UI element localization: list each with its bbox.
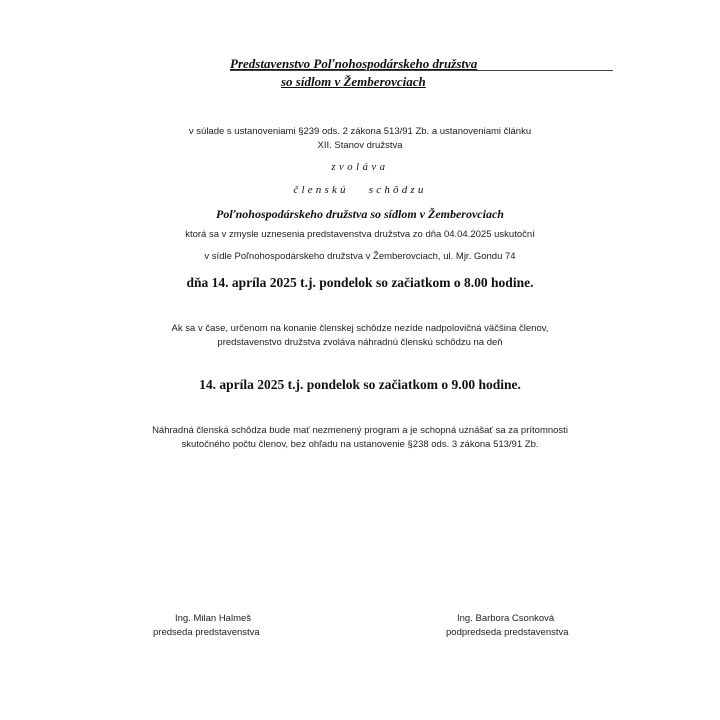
signature-role: podpredseda predstavenstva: [446, 627, 569, 638]
header-subtitle: so sídlom v Žemberovciach: [281, 74, 426, 89]
replacement-line-2: skutočného počtu členov, bez ohľadu na ustanovenie §238 ods. 3 zákona 513/91 Zb.: [181, 439, 539, 450]
signature-name: Ing. Milan Halmeš: [175, 613, 252, 624]
convenes-text: zvoláva: [331, 162, 389, 173]
signature-role: predseda predstavenstva: [153, 627, 260, 638]
header-rule: [230, 70, 613, 71]
intro-line-2: XII. Stanov družstva: [317, 140, 403, 151]
resolution-text: ktorá sa v zmysle uznesenia predstavenstva družstva zo dňa 04.04.2025 uskutoční: [185, 229, 535, 240]
meeting-title: [0, 184, 720, 196]
replacement-line-1: Náhradná členská schôdza bude mať nezmenený program a je schopná uznášať sa za prítomnosti: [152, 425, 568, 436]
cooperative-name: Poľnohospodárskeho družstva so sídlom v Žemberovciach: [216, 207, 504, 221]
main-date: dňa 14. apríla 2025 t.j. pondelok so začiatkom o 8.00 hodine.: [186, 275, 534, 290]
alternate-line-2: predstavenstvo družstva zvoláva náhradnú členskú schôdzu na deň: [217, 337, 503, 348]
meeting-word-1: členskú: [293, 184, 349, 196]
meeting-word-2: schôdzu: [368, 184, 427, 196]
intro-line-1: v súlade s ustanoveniami §239 ods. 2 zákona 513/91 Zb. a ustanoveniami článku: [188, 126, 532, 137]
header-title: Predstavenstvo Poľnohospodárskeho družstva: [230, 56, 478, 71]
venue-text: v sídle Poľnohospodárskeho družstva v Žemberovciach, ul. Mjr. Gondu 74: [204, 251, 516, 262]
signature-block-left: [153, 612, 260, 640]
signature-name: Ing. Barbora Csonková: [457, 613, 555, 624]
alternate-date: 14. apríla 2025 t.j. pondelok so začiatkom o 9.00 hodine.: [199, 377, 521, 392]
signature-block-right: [446, 612, 569, 640]
alternate-line-1: Ak sa v čase, určenom na konanie členskej schôdze nezíde nadpolovičná väčšina členov,: [171, 323, 549, 334]
